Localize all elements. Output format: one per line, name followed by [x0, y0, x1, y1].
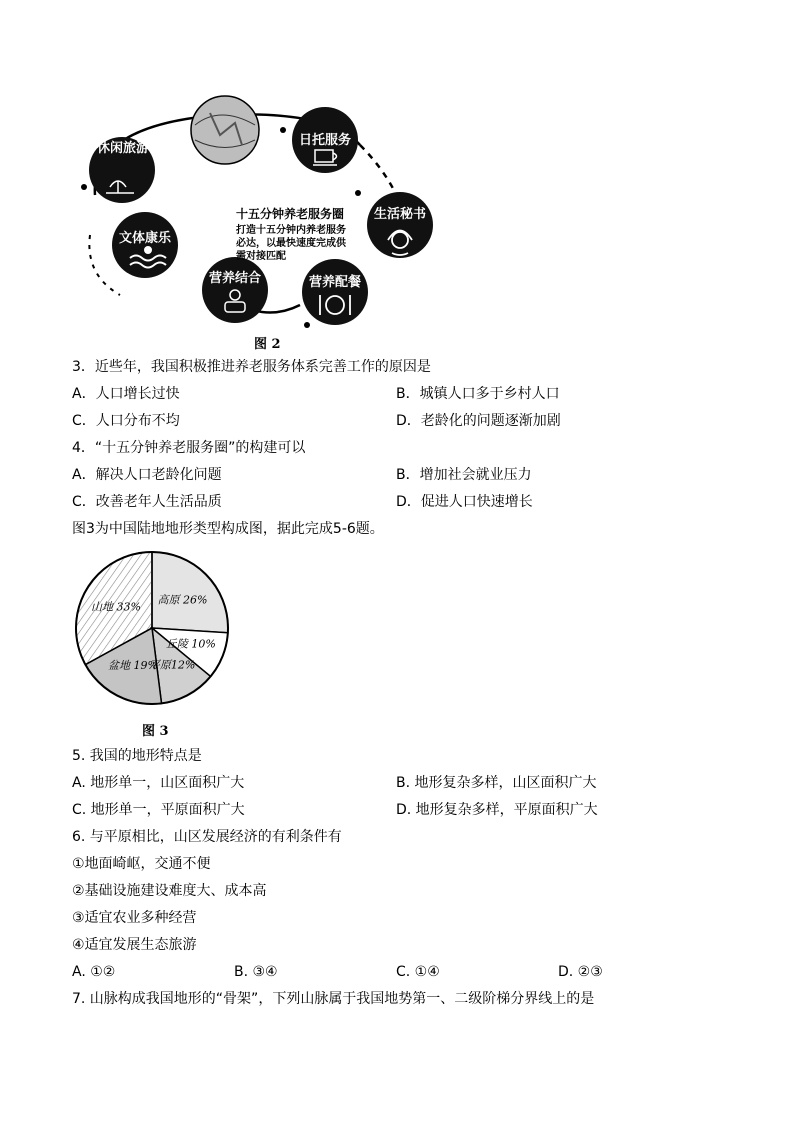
- q6-option-c: C. ①④: [396, 964, 440, 980]
- figure-3-caption: 图 3: [142, 724, 169, 739]
- q6-statement-3: ③适宜农业多种经营: [72, 910, 197, 926]
- q6-statement-4: ④适宜发展生态旅游: [72, 937, 197, 953]
- pie-label-5: 山地 33%: [91, 600, 141, 614]
- globe-icon: [191, 96, 259, 164]
- dot: [304, 322, 310, 328]
- center-text-2: 必达，以最快速度完成供: [236, 238, 346, 249]
- q6-option-a: A. ①②: [72, 964, 116, 980]
- q3-option-d: D．老龄化的问题逐渐加剧: [396, 413, 561, 429]
- figure-3: [72, 548, 232, 718]
- pie-label-1: 高原 26%: [157, 593, 208, 607]
- q6-statement-2: ②基础设施建设难度大、成本高: [72, 883, 267, 899]
- node-nutrition-meals-label: 营养配餐: [308, 275, 361, 290]
- pie-label-3: 平原12%: [148, 658, 196, 672]
- pie-label-4: 盆地 19%: [108, 659, 158, 673]
- center-title: 十五分钟养老服务圈: [236, 207, 345, 221]
- q3-option-a: A．人口增长过快: [72, 386, 180, 402]
- q4-option-b: B．增加社会就业压力: [396, 467, 532, 483]
- q5-option-a: A. 地形单一，山区面积广大: [72, 775, 245, 791]
- node-nutrition-combo-label: 营养结合: [208, 271, 261, 286]
- node-leisure-travel-label: 休闲旅游: [96, 141, 149, 156]
- q7-stem: 7. 山脉构成我国地形的“骨架”，下列山脉属于我国地势第一、二级阶梯分界线上的是: [72, 991, 595, 1007]
- pie-slice-1: [152, 552, 228, 633]
- node-day-care-label: 日托服务: [298, 133, 351, 148]
- center-text-1: 打造十五分钟内养老服务: [236, 225, 346, 236]
- q5-option-c: C. 地形单一，平原面积广大: [72, 802, 245, 818]
- q4-stem: 4．“十五分钟养老服务圈”的构建可以: [72, 440, 306, 456]
- pie-label-2: 丘陵 10%: [165, 637, 216, 651]
- q3-option-c: C．人口分布不均: [72, 413, 180, 429]
- q6-stem: 6. 与平原相比，山区发展经济的有利条件有: [72, 829, 342, 845]
- q4-option-d: D．促进人口快速增长: [396, 494, 533, 510]
- q6-option-b: B. ③④: [234, 964, 278, 980]
- dot: [280, 127, 286, 133]
- terrain-pie-chart: [72, 548, 232, 708]
- q3-option-b: B．城镇人口多于乡村人口: [396, 386, 560, 402]
- q4-option-a: A．解决人口老龄化问题: [72, 467, 222, 483]
- q5-option-b: B. 地形复杂多样，山区面积广大: [396, 775, 597, 791]
- node-culture-sports-label: 文体康乐: [118, 231, 171, 246]
- dot: [81, 184, 87, 190]
- q6-statement-1: ①地面崎岖，交通不便: [72, 856, 211, 872]
- figure-2-caption: 图 2: [254, 337, 281, 352]
- dot: [355, 190, 361, 196]
- q6-option-d: D. ②③: [558, 964, 603, 980]
- center-text-3: 需对接匹配: [236, 251, 286, 262]
- figure-2: [70, 95, 440, 355]
- node-nutrition-meals-circle: [302, 259, 368, 325]
- q5-option-d: D. 地形复杂多样，平原面积广大: [396, 802, 598, 818]
- node-life-secretary-label: 生活秘书: [373, 207, 426, 222]
- intro-5-6: 图3为中国陆地地形类型构成图，据此完成5-6题。: [72, 521, 384, 537]
- q3-stem: 3．近些年，我国积极推进养老服务体系完善工作的原因是: [72, 359, 431, 375]
- q5-stem: 5. 我国的地形特点是: [72, 748, 202, 764]
- q4-option-c: C．改善老年人生活品质: [72, 494, 222, 510]
